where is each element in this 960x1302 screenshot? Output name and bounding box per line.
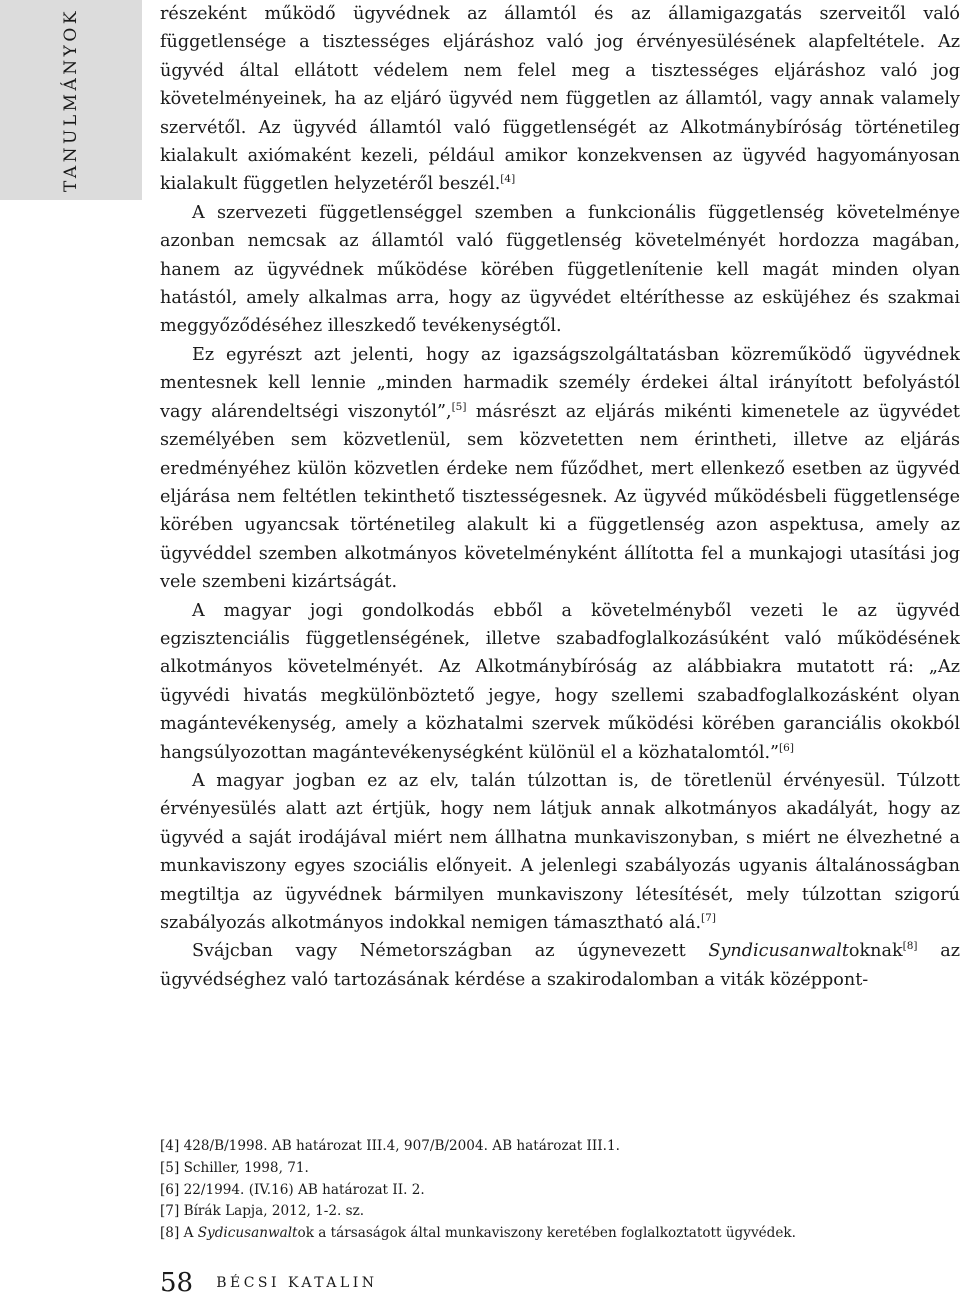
paragraph-3-text-a: Ez egyrészt azt jelenti, hogy az igazságszolgáltatásban közreműködő ügyvédnek mentesnek kell lennie „minden harmadik személy érdekei által irányított befolyástól vagy alárendeltségi viszonytól”, <box>160 344 960 422</box>
footnote-8 <box>160 1223 960 1245</box>
paragraph-1 <box>160 0 960 199</box>
paragraph-5-text: A magyar jogban ez az elv, talán túlzottan is, de töretlenül érvényesül. Túlzott érvényesülés alatt azt értjük, hogy nem látjuk annak alkotmányos akadályát, hogy az ügyvéd a saját irodájával miért nem állhatna munkaviszonyban, s miért ne élvezhetné a munkaviszony egyes szociális előnyeit. A jelenlegi szabályozás ugyanis általánosságban megtiltja az ügyvédnek bármilyen munkaviszony létesítését, mely túlzottan szigorú szabályozás alkotmányos indokkal nemigen támasztható alá. <box>160 770 960 933</box>
footnote-6: [6] 22/1994. (IV.16) AB határozat II. 2. <box>160 1181 425 1198</box>
footnote-8-text-a: [8] A <box>160 1225 198 1242</box>
footnote-8-text-b: ok a társaságok által munkaviszony keretében foglalkoztatott ügyvédek. <box>297 1225 796 1242</box>
paragraph-2-text: A szervezeti függetlenséggel szemben a funkcionális függetlenség követelménye azonban nemcsak az államtól való függetlenség követelményét hordozza magában, hanem az ügyvédnek működése körében függetlenítenie kell magát minden olyan hatástól, amely alkalmas arra, hogy az ügyvédet eltéríthesse az esküjéhez és szakmai meggyőződéséhez illeszkedő tevékenységtől. <box>160 202 960 337</box>
paragraph-5 <box>160 767 960 937</box>
article-body <box>160 0 960 994</box>
paragraph-6-text-b: oknak <box>848 941 903 962</box>
paragraph-6-term: Syndicusanwalt <box>708 941 849 962</box>
footnote-ref-7[interactable]: [7] <box>701 912 716 925</box>
author-name: BÉCSI KATALIN <box>216 1275 378 1291</box>
paragraph-3-text-b: másrészt az eljárás mikénti kimenetele az ügyvédet személyében sem közvetlenül, sem közvetetten nem érintheti, illetve az eljárás eredményéhez külön közvetlen érdeke nem fűződhet, mert ellenkező esetben az ügyvéd eljárása nem feltétlen tekinthető tisztességesnek. Az ügyvéd működésbeli függetlensége körében ugyancsak történetileg alakult ki a függetlenség azon aspektusa, amely az ügyvéddel szemben alkotmányos követelményként állította fel a munkajogi utasítási jog vele szembeni kizártságát. <box>160 401 960 593</box>
footnote-4: [4] 428/B/1998. AB határozat III.4, 907/B/2004. AB határozat III.1. <box>160 1138 620 1154</box>
paragraph-6-text-a: Svájcban vagy Németországban az úgynevezett <box>192 941 709 962</box>
section-tab-label: TANULMÁNYOK <box>61 7 81 193</box>
footnote-ref-5[interactable]: [5] <box>451 400 467 413</box>
section-tab <box>0 0 142 200</box>
paragraph-6-text-c: az ügyvédséghez való tartozásának kérdése a szakirodalomban a viták középpont- <box>160 941 960 990</box>
paragraph-1-text: részeként működő ügyvédnek az államtól és az államigazgatás szerveitől való függetlensége a tisztességes eljáráshoz való jog érvényesülésének alapfeltétele. Az ügyvéd által ellátott védelem nem felel meg a tisztességes eljáráshoz való jog követelményeinek, ha az eljáró ügyvéd nem független az államtól, vagy annak valamely szervétől. Az ügyvéd államtól való függetlenségét az Alkotmánybíróság történetileg kialakult axiómaként kezeli, például amikor konzekvensen az ügyvéd hagyományosan kialakult független helyzetéről beszél. <box>160 4 960 195</box>
paragraph-6 <box>160 937 960 994</box>
paragraph-4 <box>160 597 960 767</box>
page-number: 58 <box>160 1268 194 1298</box>
footnotes <box>160 1136 960 1245</box>
paragraph-3 <box>160 341 960 597</box>
paragraph-4-text: A magyar jogi gondolkodás ebből a követelményből vezeti le az ügyvéd egzisztenciális függetlenségének, illetve szabadfoglalkozásúként való működésének alkotmányos követelményét. Az Alkotmánybíróság az alábbiakra mutatott rá: „Az ügyvédi hivatás megkülönböztető jegye, hogy szellemi szabadfoglalkozásként olyan magántevékenység, amely a közhatalmi szervek működési körében garanciális okokból hangsúlyozottan magántevékenységként különül el a közhatalomtól.” <box>160 600 960 763</box>
footnote-ref-6[interactable]: [6] <box>779 741 794 754</box>
footnote-7: [7] Bírák Lapja, 2012, 1-2. sz. <box>160 1203 365 1220</box>
page-footer <box>160 1268 377 1298</box>
footnote-8-term: Sydicusanwalt <box>197 1225 298 1242</box>
footnote-ref-8[interactable]: [8] <box>902 940 918 953</box>
footnote-5: [5] Schiller, 1998, 71. <box>160 1159 309 1176</box>
paragraph-2 <box>160 199 960 341</box>
footnote-ref-4[interactable]: [4] <box>500 173 516 186</box>
